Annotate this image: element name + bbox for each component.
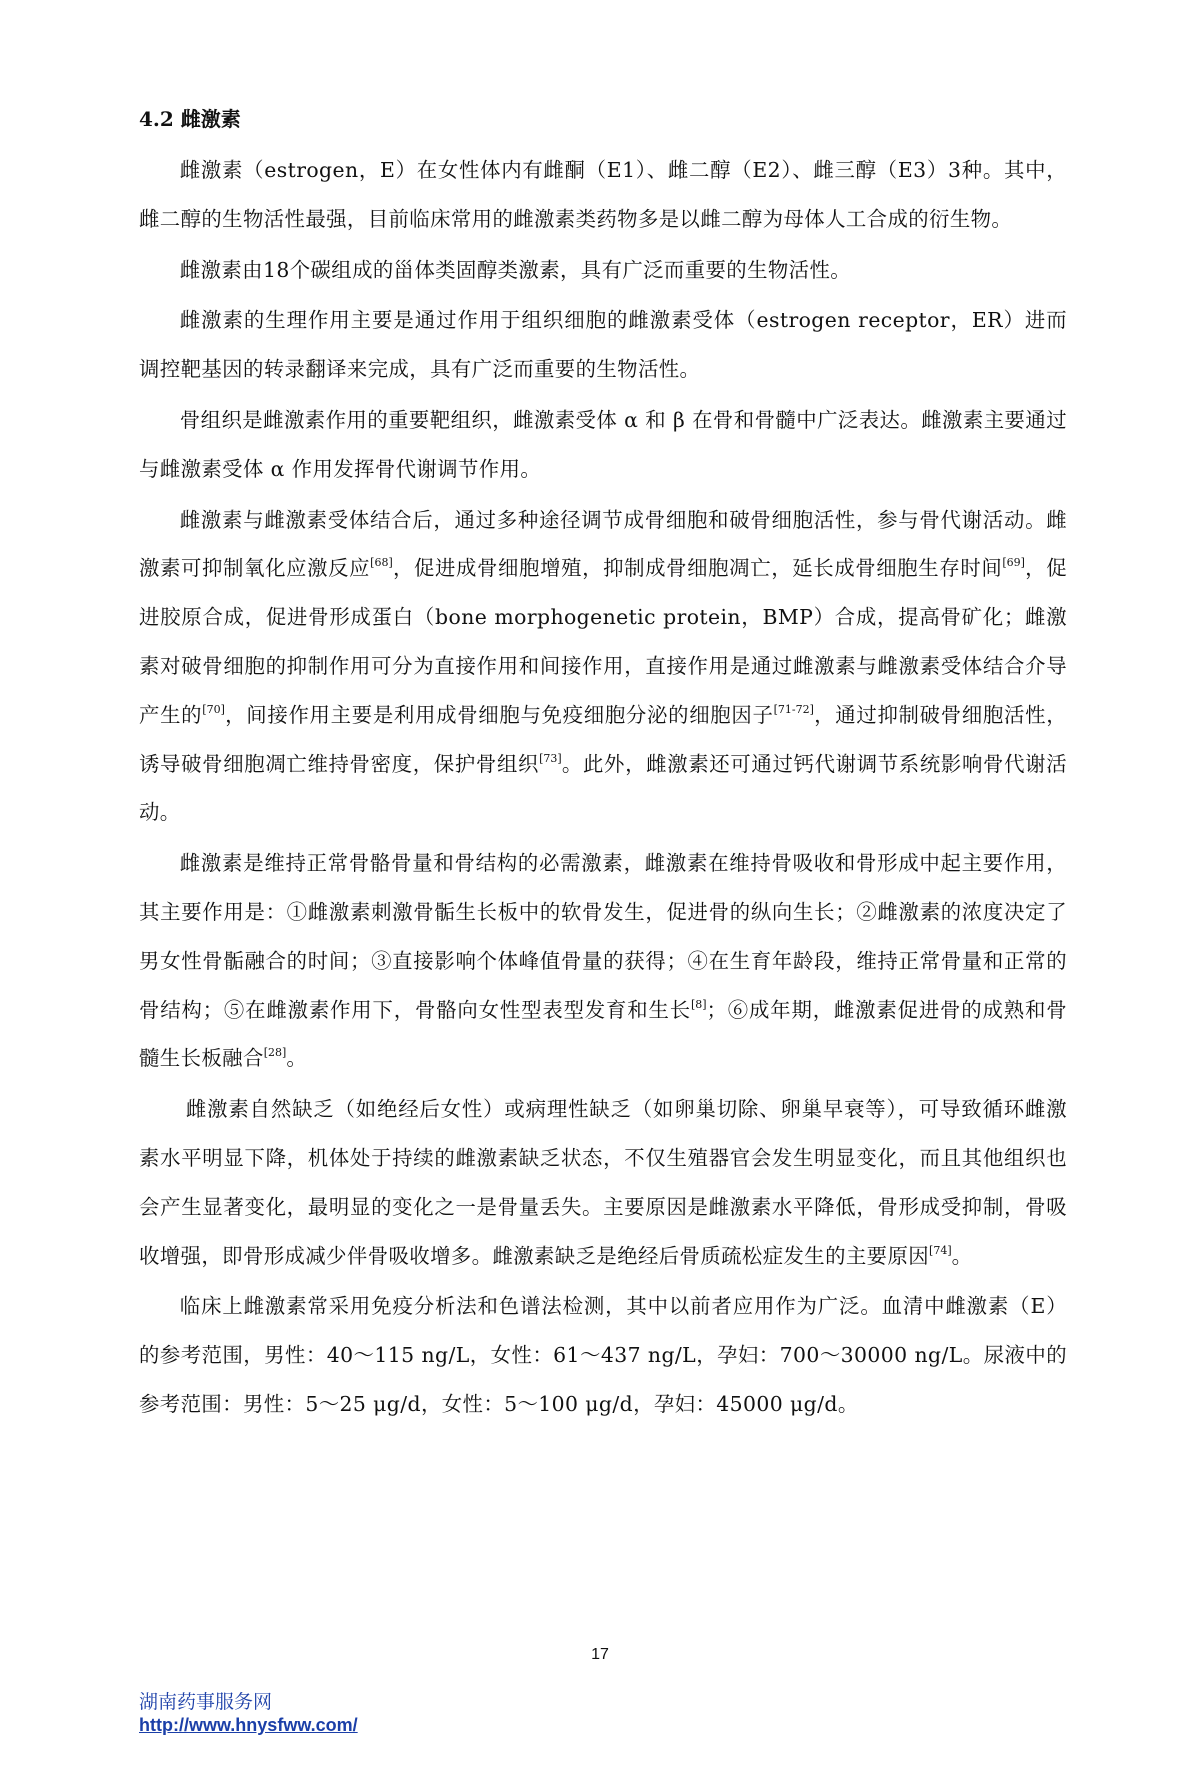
section-heading: 4.2 雌激素 <box>139 107 241 131</box>
paragraph-text: ；⑥成年期，雌激素促进骨的成熟和骨髓生长板融合 <box>139 997 1067 1071</box>
citation: [71-72] <box>773 702 814 716</box>
page-body <box>139 104 1067 1431</box>
paragraph-text: ，促进胶原合成，促进骨形成蛋白（bone morphogenetic protein，BMP）合成，提高骨矿化；雌激素对破骨细胞的抑制作用可分为直接作用和间接作用，直接作用是通过雌激素与雌激素受体结合介导产生的 <box>139 556 1067 727</box>
citation: [69] <box>1002 556 1025 570</box>
paragraph-reference-ranges: 临床上雌激素常采用免疫分析法和色谱法检测，其中以前者应用作为广泛。血清中雌激素（E）的参考范围，男性：40～115 ng/L，女性：61～437 ng/L，孕妇：700～30000 ng/L。尿液中的参考范围：男性：5～25 μg/d，女性：5～100 μg/d，孕妇：45000 μg/d。 <box>139 1294 1067 1416</box>
citation: [68] <box>370 556 393 570</box>
footer-site-name: 湖南药事服务网 <box>139 1691 273 1713</box>
citation: [70] <box>202 702 225 716</box>
paragraph-text: ，间接作用主要是利用成骨细胞与免疫细胞分泌的细胞因子 <box>224 702 774 727</box>
page-number: 17 <box>591 1646 609 1663</box>
paragraph-text: 雌激素自然缺乏（如绝经后女性）或病理性缺乏（如卵巢切除、卵巢早衰等），可导致循环雌激素水平明显下降，机体处于持续的雌激素缺乏状态，不仅生殖器官会发生明显变化，而且其他组织也会产生显著变化，最明显的变化之一是骨量丢失。主要原因是雌激素水平降低，骨形成受抑制，骨吸收增强，即骨形成减少伴骨吸收增多。雌激素缺乏是绝经后骨质疏松症发生的主要原因 <box>139 1097 1067 1268</box>
paragraph-estrogen-deficiency <box>139 1085 1067 1280</box>
paragraph-estrogen-functions <box>139 839 1067 1083</box>
citation: [73] <box>539 751 562 765</box>
paragraph-text: 雌激素与雌激素受体结合后，通过多种途径调节成骨细胞和破骨细胞活性，参与骨代谢活动。雌激素可抑制氧化应激反应 <box>139 507 1067 581</box>
paragraph-text: 。 <box>286 1046 308 1071</box>
paragraph-text: ，通过抑制破骨细胞活性，诱导破骨细胞凋亡维持骨密度，保护骨组织 <box>139 702 1067 776</box>
footer-site-url[interactable]: http://www.hnysfww.com/ <box>139 1715 358 1735</box>
citation: [8] <box>690 997 707 1011</box>
paragraph-estrogen-types: 雌激素（estrogen，E）在女性体内有雌酮（E1）、雌二醇（E2）、雌三醇（E3）3种。其中，雌二醇的生物活性最强，目前临床常用的雌激素类药物多是以雌二醇为母体人工合成的衍生物。 <box>139 158 1067 231</box>
paragraph-text: ，促进成骨细胞增殖，抑制成骨细胞凋亡，延长成骨细胞生存时间 <box>392 556 1003 581</box>
paragraph-bone-metabolism <box>139 496 1067 838</box>
footer-watermark <box>139 1690 358 1736</box>
paragraph-text: 。此外，雌激素还可通过钙代谢调节系统影响骨代谢活动。 <box>139 751 1067 825</box>
paragraph-estrogen-receptor: 雌激素的生理作用主要是通过作用于组织细胞的雌激素受体（estrogen receptor，ER）进而调控靶基因的转录翻译来完成，具有广泛而重要的生物活性。 <box>139 308 1067 382</box>
paragraph-text: 雌激素是维持正常骨骼骨量和骨结构的必需激素，雌激素在维持骨吸收和骨形成中起主要作用，其主要作用是：①雌激素刺激骨骺生长板中的软骨发生，促进骨的纵向生长；②雌激素的浓度决定了男女性骨骺融合的时间；③直接影响个体峰值骨量的获得；④在生育年龄段，维持正常骨量和正常的骨结构；⑤在雌激素作用下，骨骼向女性型表型发育和生长 <box>139 851 1067 1022</box>
paragraph-text: 。 <box>951 1243 973 1268</box>
citation: [74] <box>929 1243 952 1257</box>
paragraph-bone-target: 骨组织是雌激素作用的重要靶组织，雌激素受体 α 和 β 在骨和骨髓中广泛表达。雌激素主要通过与雌激素受体 α 作用发挥骨代谢调节作用。 <box>139 407 1067 481</box>
paragraph-estrogen-structure: 雌激素由18个碳组成的甾体类固醇类激素，具有广泛而重要的生物活性。 <box>179 257 852 282</box>
citation: [28] <box>263 1046 287 1060</box>
